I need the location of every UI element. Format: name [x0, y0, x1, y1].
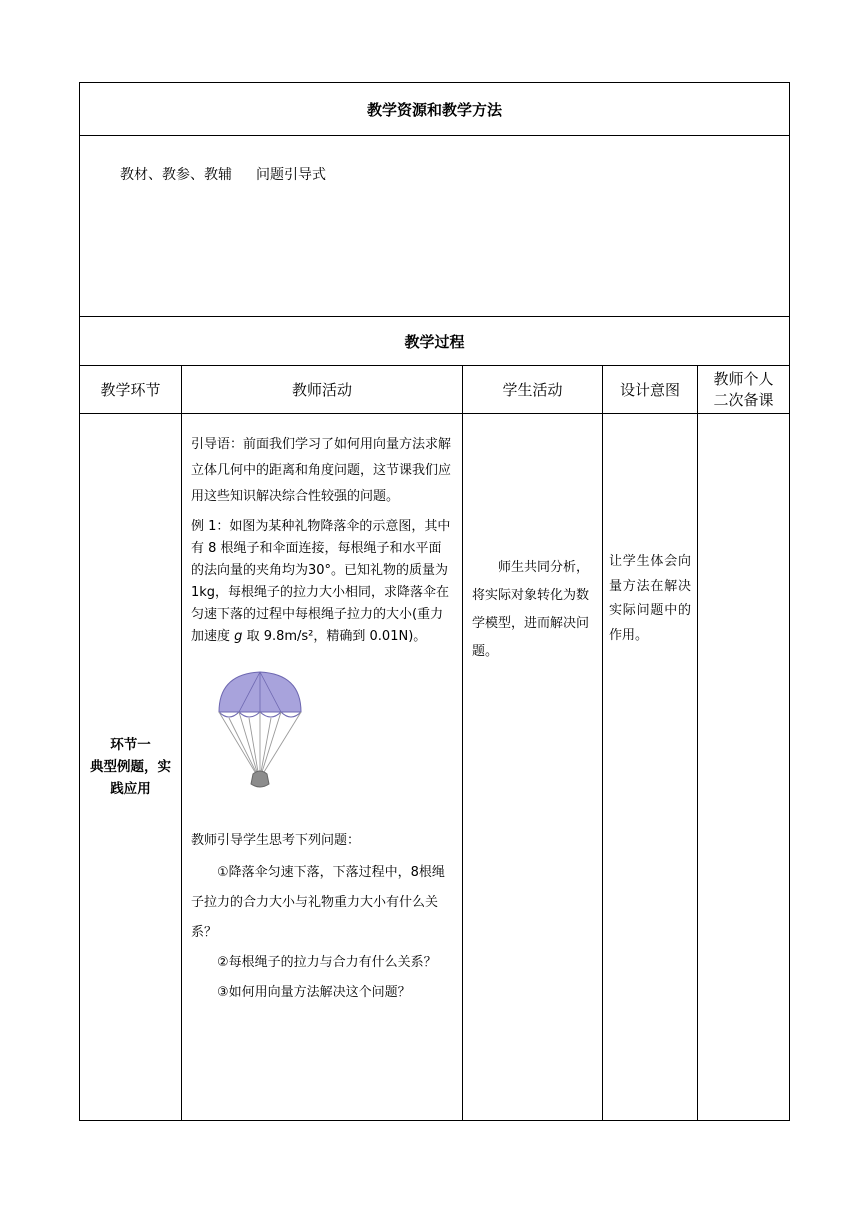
header-personal	[698, 366, 790, 414]
parachute-gift-weight	[251, 771, 269, 787]
process-header-row	[80, 366, 790, 414]
process-body-row	[80, 414, 790, 1121]
example-text-1: 例 1：如图为某种礼物降落伞的示意图，其中有 8 根绳子和伞面连接，每根绳子和水平面的法向量的夹角均为30°。已知礼物的质量为1kg，每根绳子的拉力大小相同，求降落伞在匀速下落的过程中每根绳子拉力的大小(重力加速度	[191, 519, 451, 644]
header-student: 学生活动	[463, 366, 603, 414]
parachute-illustration	[215, 668, 305, 794]
header-personal-line1: 教师个人	[713, 369, 774, 388]
example-g-symbol: g	[234, 629, 243, 644]
process-title: 教学过程	[80, 317, 790, 366]
question-2: ②每根绳子的拉力与合力有什么关系？	[217, 955, 437, 970]
resources-title: 教学资源和教学方法	[80, 83, 790, 136]
resources-content-row	[80, 136, 790, 317]
question-1: ①降落伞匀速下落，下落过程中，8根绳子拉力的合力大小与礼物重力大小有什么关系？	[191, 865, 445, 940]
header-stage: 教学环节	[80, 366, 182, 414]
header-personal-line2: 二次备课	[713, 390, 774, 409]
example-1	[191, 516, 454, 648]
design-intent-cell	[603, 414, 698, 1121]
resources-cell	[80, 136, 790, 317]
personal-notes-cell[interactable]	[698, 414, 790, 1121]
question-3: ③如何用向量方法解决这个问题？	[217, 985, 411, 1000]
example-text-2: 取 9.8m/s²，精确到 0.01N)。	[246, 629, 427, 644]
stage-line3: 践应用	[110, 781, 151, 797]
stage-line1: 环节一	[110, 737, 151, 753]
teacher-activity-cell	[182, 414, 463, 1121]
resources-title-row	[80, 83, 790, 136]
process-title-row	[80, 317, 790, 366]
student-activity-text: 师生共同分析，将实际对象转化为数学模型，进而解决问题。	[472, 560, 590, 659]
lesson-plan-table	[79, 82, 790, 1121]
student-activity-cell	[463, 414, 603, 1121]
teacher-intro: 引导语：前面我们学习了如何用向量方法求解立体几何中的距离和角度问题，这节课我们应用这些知识解决综合性较强的问题。	[191, 437, 452, 504]
resources-method: 问题引导式	[256, 167, 326, 183]
header-teacher: 教师活动	[182, 366, 463, 414]
stage-cell	[80, 414, 182, 1121]
parachute-cords	[219, 712, 301, 772]
design-intent-text: 让学生体会向量方法在解决实际问题中的作用。	[609, 554, 691, 643]
guide-lead: 教师引导学生思考下列问题：	[191, 833, 361, 848]
stage-line2: 典型例题，实	[90, 759, 171, 775]
resources-materials: 教材、教参、教辅	[120, 167, 232, 183]
header-design: 设计意图	[603, 366, 698, 414]
